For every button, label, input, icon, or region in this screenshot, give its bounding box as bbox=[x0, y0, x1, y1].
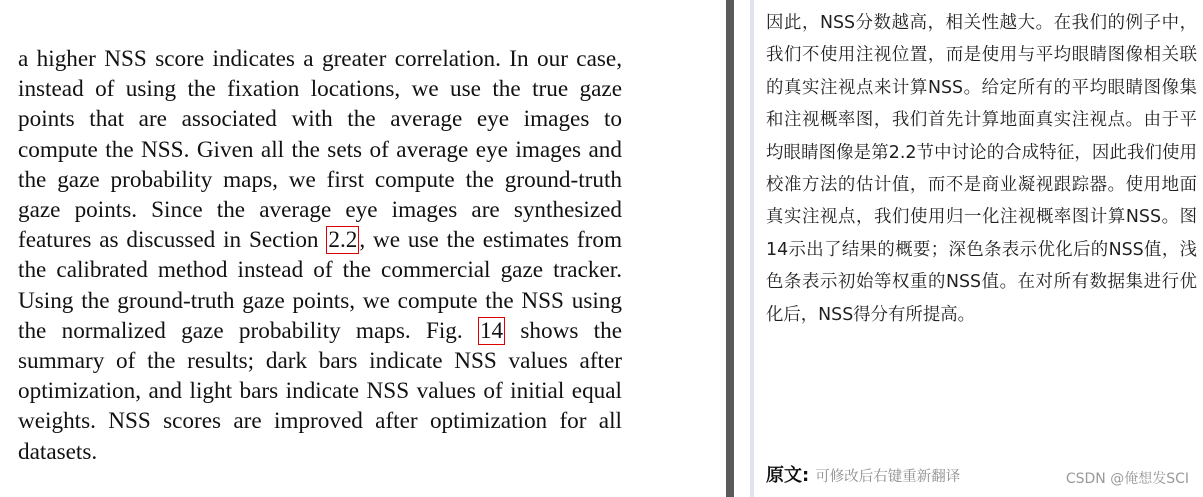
source-text-part3: shows the summary of the results; dark bars indicate NSS values after optimization, and light bars indicate NSS values of initial equal weights. NSS scores are improved after optimization for all datasets. bbox=[18, 317, 622, 465]
section-reference-link[interactable]: 2.2 bbox=[328, 227, 358, 254]
figure-reference-link[interactable]: 14 bbox=[479, 317, 504, 344]
pane-splitter[interactable] bbox=[726, 0, 734, 497]
translation-text: 因此，NSS分数越高，相关性越大。在我们的例子中，我们不使用注视位置，而是使用与平均眼睛图像相关联的真实注视点来计算NSS。给定所有的平均眼睛图像集和注视概率图，我们首先计算地面真实注视点。由于平均眼睛图像是第2.2节中讨论的合成特征，因此我们使用校准方法的估计值，而不是商业凝视跟踪器。使用地面真实注视点，我们使用归一化注视概率图计算NSS。图14示出了结果的概要；深色条表示优化后的NSS值，浅色条表示初始等权重的NSS值。在对所有数据集进行优化后，NSS得分有所提高。 bbox=[766, 13, 1197, 325]
source-text-part1: a higher NSS score indicates a greater correlation. In our case, instead of using the fixation locations, we use the true gaze points that are associated with the average eye images to compute the NSS. Given all the sets of average eye images and the gaze probability maps, we first compute the ground-truth gaze points. Since the average eye images are synthesized features as discussed in Section bbox=[18, 46, 622, 254]
translation-accent-bar bbox=[750, 0, 754, 497]
source-paragraph bbox=[18, 44, 622, 467]
source-hint-input[interactable]: 可修改后右键重新翻译 bbox=[815, 469, 961, 485]
source-text-part2: , we use the estimates from the calibrated method instead of the commercial gaze tracker. Using the ground-truth gaze points, we compute the NSS using the normalized gaze probability maps. Fig. bbox=[18, 227, 622, 344]
translation-pane bbox=[734, 0, 1203, 497]
watermark: CSDN @俺想发SCI bbox=[1065, 471, 1189, 487]
source-label: 原文: bbox=[766, 465, 810, 486]
